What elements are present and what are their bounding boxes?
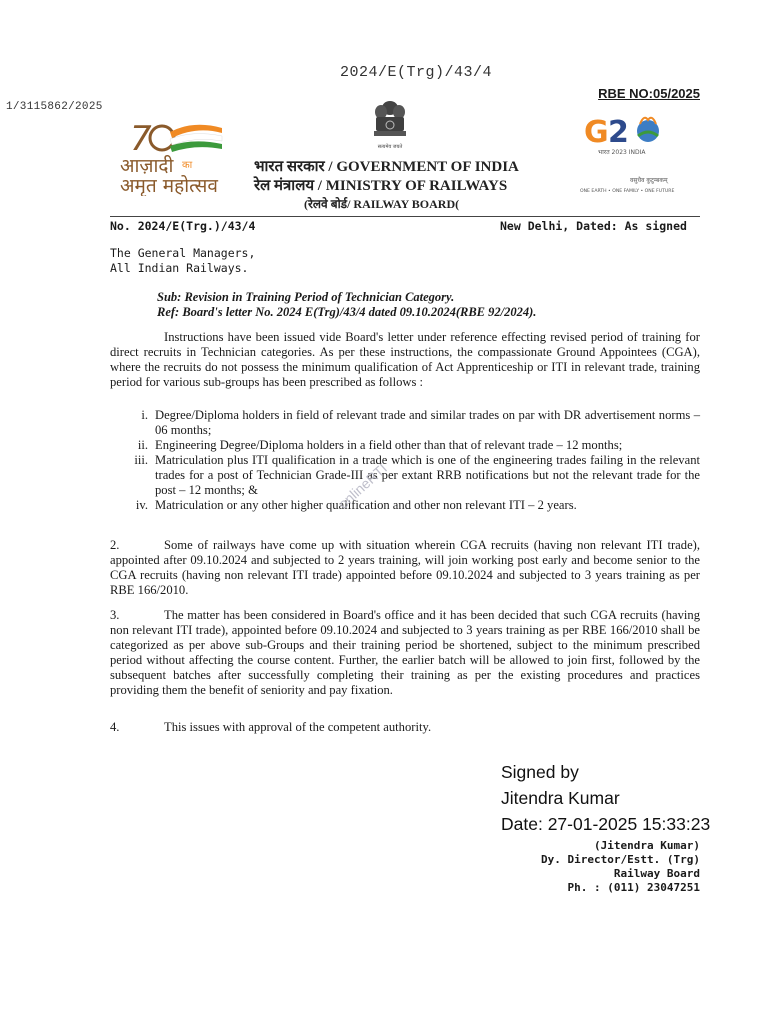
list-item-text: Degree/Diploma holders in field of relevant trade and similar trades on par with DR advertisement norms – 06 months;	[155, 408, 700, 437]
list-item	[110, 453, 700, 498]
watermark: onlineRTI	[335, 460, 391, 512]
svg-text:का: का	[182, 160, 193, 171]
g20-tagline: ONE EARTH • ONE FAMILY • ONE FUTURE	[580, 189, 675, 194]
signature-signed-by: Signed by	[501, 762, 579, 782]
letterhead-government: भारत सरकार / GOVERNMENT OF INDIA	[254, 159, 519, 175]
paragraph-text: Some of railways have come up with situation wherein CGA recruits (having non relevant ITI trade), appointed after 09.10.2024 and subjected to 2 years training, will join working post early and become senior to the CGA recruits (having non relevant ITI trade) appointed before 09.10.2024 and subjected to 3 years training as per RBE 166/2010.	[110, 538, 700, 597]
svg-text:आज़ादी: आज़ादी	[120, 155, 174, 177]
letter-date: New Delhi, Dated: As signed	[500, 219, 687, 233]
list-item-number: iii.	[134, 453, 148, 467]
g20-logo	[578, 110, 678, 196]
list-item-text: Matriculation plus ITI qualification in a trade which is one of the engineering trades failing in the relevant trades for a post of Technician Grade-III as per extant RRB notifications but not the relevant trade for the post – 12 months; &	[155, 453, 700, 497]
file-number-handwritten: 2024/E(Trg)/43/4	[340, 64, 493, 81]
list-item-number: ii.	[137, 438, 148, 452]
list-item	[110, 408, 700, 438]
paragraph-3	[110, 608, 700, 698]
paragraph-1: Instructions have been issued vide Board's letter under reference effecting revised period of training for direct recruits in Technician categories. As per these instructions, the compassionate Ground Appointees (CGA), where the recruits do not possess the minimum qualification of Act Apprenticeship or ITI in relevant trade, training period for various sub-groups has been prescribed as follows :	[110, 330, 700, 389]
svg-text:G: G	[584, 115, 609, 150]
letterhead-ministry: रेल मंत्रालय / MINISTRY OF RAILWAYS	[254, 178, 508, 194]
paragraph-4	[110, 720, 700, 735]
reference-line: Ref: Board's letter No. 2024 E(Trg)/43/4 dated 09.10.2024(RBE 92/2024).	[157, 305, 537, 319]
list-item	[110, 498, 700, 513]
addressee-line-2: All Indian Railways.	[110, 261, 249, 275]
signatory-phone: Ph. : (011) 23047251	[567, 881, 700, 894]
letter-reference-number: No. 2024/E(Trg.)/43/4	[110, 219, 256, 233]
subject-line: Sub: Revision in Training Period of Technician Category.	[157, 290, 455, 304]
paragraph-number: 4.	[110, 720, 120, 734]
azadi-ka-amrit-mahotsav-logo	[118, 118, 238, 196]
svg-text:7: 7	[130, 119, 152, 159]
paragraph-text: This issues with approval of the competent authority.	[164, 720, 432, 734]
letterhead-board: (रेलवे बोर्ड/ RAILWAY BOARD(	[304, 197, 460, 211]
list-item-number: iv.	[135, 498, 148, 512]
signatory-designation: Dy. Director/Estt. (Trg)	[541, 853, 700, 866]
list-item-text: Matriculation or any other higher qualification and other non relevant ITI – 2 years.	[155, 498, 577, 512]
signature-name: Jitendra Kumar	[501, 788, 620, 808]
signature-date: Date: 27-01-2025 15:33:23	[501, 814, 711, 834]
list-item-text: Engineering Degree/Diploma holders in a field other than that of relevant trade – 12 months;	[155, 438, 623, 452]
svg-text:2: 2	[608, 115, 629, 150]
training-period-list	[110, 408, 700, 513]
header-divider	[110, 216, 700, 217]
signatory-office: Railway Board	[613, 867, 700, 880]
national-emblem-icon	[372, 98, 408, 152]
paragraph-text: The matter has been considered in Board's office and it has been decided that such CGA recruits (having non relevant ITI trade), appointed before 09.10.2024 and subjected to 3 years training as per RBE 166/2010 shall be categorized as per above sub-Groups and their training period be shortened, subject to the minimum prescribed period without affecting the course content. Further, the earlier batch will be allowed to join first, followed by the subsequent batches after successfully completing their training as per the existing procedures and practices providing them the benefit of seniority and pay fixation.	[110, 608, 700, 697]
list-item	[110, 438, 700, 453]
svg-text:अमृत महोत्सव: अमृत महोत्सव	[120, 175, 218, 196]
signatory-name: (Jitendra Kumar)	[594, 839, 700, 852]
receipt-number-handwritten: 1/3115862/2025	[6, 101, 103, 113]
rbe-number: RBE NO:05/2025	[598, 86, 700, 101]
paragraph-number: 3.	[110, 608, 120, 622]
svg-text:सत्यमेव जयते: सत्यमेव जयते	[377, 144, 403, 150]
paragraph-2	[110, 538, 700, 598]
addressee-line-1: The General Managers,	[110, 246, 256, 260]
svg-text:वसुधैव कुटुम्बकम्: वसुधैव कुटुम्बकम्	[630, 177, 668, 184]
list-item-number: i.	[141, 408, 148, 422]
svg-text:भारत 2023 INDIA: भारत 2023 INDIA	[598, 149, 646, 156]
paragraph-number: 2.	[110, 538, 120, 552]
